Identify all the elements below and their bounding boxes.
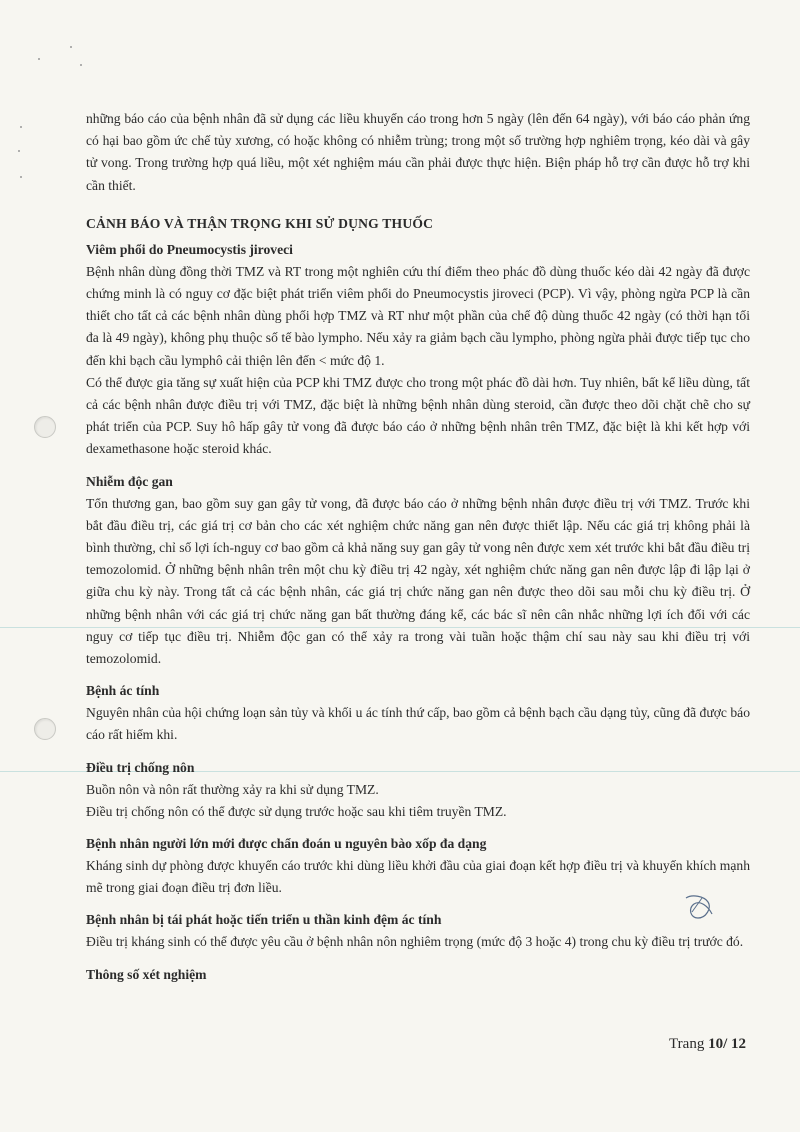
scan-speck xyxy=(38,58,40,60)
page-label: Trang xyxy=(669,1036,705,1052)
relapse-heading: Bệnh nhân bị tái phát hoặc tiến triển u thần kinh đệm ác tính xyxy=(86,912,442,928)
malignancy-paragraph: Nguyên nhân của hội chứng loạn sản tủy và khối u ác tính thứ cấp, bao gồm cả bệnh bạch cầu dạng tủy, cũng đã được báo cáo rất hiếm khi. xyxy=(86,705,750,743)
pcp-heading: Viêm phổi do Pneumocystis jiroveci xyxy=(86,241,293,257)
scan-speck xyxy=(80,64,82,66)
intro-paragraph: những báo cáo của bệnh nhân đã sử dụng các liều khuyến cáo trong hơn 5 ngày (lên đến 64 ngày), với báo cáo phản ứng có hại bao gồm ức chế tủy xương, có hoặc không có nhiễm trùng; trong một số trường hợp nghiêm trọng, kéo dài và gây tử vong. Trong trường hợp quá liều, một xét nghiệm máu cần phải được thực hiện. Biện pháp hỗ trợ cần được hỗ trợ khi cần thiết. xyxy=(86,111,750,193)
antiemetic-heading: Điều trị chống nôn xyxy=(86,759,195,775)
lab-heading: Thông số xét nghiệm xyxy=(86,966,207,982)
liver-paragraph: Tổn thương gan, bao gồm suy gan gây tử vong, đã được báo cáo ở những bệnh nhân được điều trị với TMZ. Trước khi bắt đầu điều trị, các giá trị cơ bản cho các xét nghiệm chức năng gan nên được thiết lập. Nếu các giá trị không phải là bình thường, chỉ số lợi ích-nguy cơ bao gồm cả khả năng suy gan gây tử vong nên được xem xét trước khi bắt đầu điều trị temozolomid. Ở những bệnh nhân trên một chu kỳ điều trị 42 ngày, xét nghiệm chức năng gan nên được lập đi lập lại ở giữa chu kỳ này. Trong tất cả các bệnh nhân, các giá trị chức năng gan nên được theo dõi sau mỗi chu kỳ điều trị. Ở những bệnh nhân với các giá trị chức năng gan bất thường đáng kể, các bác sĩ nên cân nhắc những lợi ích đối với các nguy cơ tiếp tục điều trị. Nhiễm độc gan có thể xảy ra trong vài tuần hoặc thậm chí sau này sau khi điều trị với temozolomid. xyxy=(86,495,750,667)
pcp-paragraph-2: Có thể được gia tăng sự xuất hiện của PCP khi TMZ được cho trong một phác đồ dài hơn. Tuy nhiên, bất kể liều dùng, tất cả các bệnh nhân được điều trị với TMZ, đặc biệt là những bệnh nhân dùng steroid, cần được theo dõi chặt chẽ cho sự phát triển của PCP. Suy hô hấp gây tử vong đã được báo cáo ở những bệnh nhân trên TMZ, đặc biệt là khi kết hợp với dexamethasone hoặc steroid khác. xyxy=(86,374,750,457)
adult-heading: Bệnh nhân người lớn mới được chẩn đoán u nguyên bào xốp đa dạng xyxy=(86,836,487,852)
warnings-heading: CẢNH BÁO VÀ THẬN TRỌNG KHI SỬ DỤNG THUỐC xyxy=(86,215,434,231)
liver-heading: Nhiễm độc gan xyxy=(86,473,173,489)
scan-speck xyxy=(18,150,20,152)
punch-hole xyxy=(34,718,56,740)
page-number xyxy=(669,1034,746,1054)
malignancy-heading: Bệnh ác tính xyxy=(86,683,160,699)
antiemetic-paragraph-2: Điều trị chống nôn có thể được sử dụng trước hoặc sau khi tiêm truyền TMZ. xyxy=(86,803,507,819)
scan-speck xyxy=(70,46,72,48)
scan-speck xyxy=(20,126,22,128)
page-count: 10/ 12 xyxy=(708,1036,746,1052)
relapse-paragraph: Điều trị kháng sinh có thể được yêu cầu ở bệnh nhân nôn nghiêm trọng (mức độ 3 hoặc 4) trong chu kỳ điều trị trước đó. xyxy=(86,934,744,950)
antiemetic-paragraph-1: Buồn nôn và nôn rất thường xảy ra khi sử dụng TMZ. xyxy=(86,781,379,797)
pcp-paragraph-1: Bệnh nhân dùng đồng thời TMZ và RT trong một nghiên cứu thí điểm theo phác đồ dùng thuốc kéo dài 42 ngày đã được chứng minh là có nguy cơ đặc biệt phát triển viêm phổi do Pneumocystis jiroveci (PCP). Vì vậy, phòng ngừa PCP là cần thiết cho tất cả các bệnh nhân dùng phối hợp TMZ và RT như một phần của chế độ dùng thuốc 42 ngày (có thời hạn tối đa là 49 ngày), không phụ thuộc số tế bào lympho. Nếu xảy ra giảm bạch cầu lympho, phòng ngừa phải được tiếp tục cho đến khi bạch cầu lymphô cải thiện lên đến < mức độ 1. xyxy=(86,263,750,368)
punch-hole xyxy=(34,416,56,438)
adult-paragraph: Kháng sinh dự phòng được khuyến cáo trước khi dùng liều khởi đầu của giai đoạn kết hợp điều trị và khuyến khích mạnh mẽ trong giai đoạn điều trị đơn liều. xyxy=(86,858,750,896)
document-body xyxy=(86,108,750,986)
scan-speck xyxy=(20,176,22,178)
